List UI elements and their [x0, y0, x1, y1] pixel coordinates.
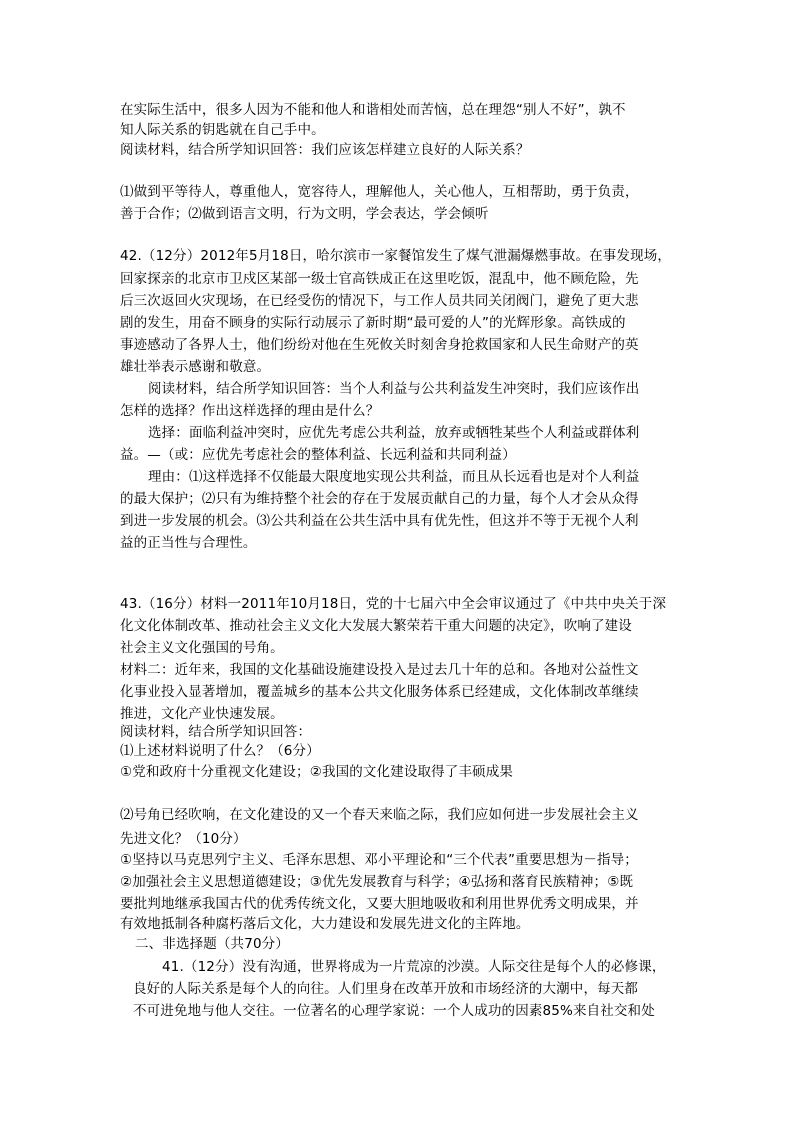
sub-question-2: ⑵号角已经吹响，在文化建设的又一个春天来临之际，我们应如何进一步发展社会主义: [120, 807, 639, 823]
text-line: 剧的发生，用奋不顾身的实际行动展示了新时期“最可爱的人”的光辉形象。高铁成的: [120, 315, 626, 331]
prompt-line: 阅读材料，结合所学知识回答：: [120, 724, 312, 740]
text-line: 雄壮举表示感谢和敬意。: [120, 359, 271, 375]
answer-line: 选择：面临利益冲突时，应优先考虑公共利益，放弃或牺牲某些个人利益或群体利: [148, 425, 640, 441]
sub-question-2: 先进文化？（10分）: [120, 831, 247, 847]
text-line: 化文化体制改革、推动社会主义文化大发展大繁荣若干重大问题的决定》，吹响了建设: [120, 618, 632, 634]
text-line: 社会主义文化强国的号角。: [120, 640, 284, 656]
text-line: 不可进免地与他人交往。一位著名的心理学家说：一个人成功的因素85%来自社交和处: [133, 1003, 655, 1019]
answer-line: ⑴做到平等待人，尊重他人，宽容待人，理解他人，关心他人，互相帮助，勇于负责，: [120, 184, 639, 200]
answer-line: ①党和政府十分重视文化建设；②我国的文化建设取得了丰硕成果: [120, 764, 514, 780]
answer-line: 善于合作；⑵做到语言文明，行为文明，学会表达，学会倾听: [120, 206, 489, 222]
answer-line: 要批判地继承我国古代的优秀传统文化，又要大胆地吸收和利用世界优秀文明成果，并: [120, 896, 639, 912]
text-line: 良好的人际关系是每个人的向往。人们里身在改革开放和市场经济的大潮中，每天都: [133, 981, 639, 997]
text-line: 后三次返回火灾现场，在已经受伤的情况下，与工作人员共同关闭阀门，避免了更大悲: [120, 293, 639, 309]
text-line: 事迹感动了各界人士，他们纷纷对他在生死攸关时刻舍身抢救国家和人民生命财产的英: [120, 337, 639, 353]
text-line: 材料二：近年来，我国的文化基础设施建设投入是过去几十年的总和。各地对公益性文: [120, 662, 639, 678]
sub-question-1: ⑴上述材料说明了什么？（6分）: [120, 743, 320, 759]
text-line: 推进，文化产业快速发展。: [120, 706, 284, 722]
section-heading: 二、非选择题（共70分）: [135, 936, 289, 952]
text-line: 化事业投入显著增加，覆盖城乡的基本公共文化服务体系已经建成，文化体制改革继续: [120, 684, 639, 700]
question-41-title: 41.（12分）没有沟通，世界将成为一片荒凉的沙漠。人际交往是每个人的必修课，: [162, 959, 666, 975]
text-line: 知人际关系的钥匙就在自己手中。: [120, 122, 325, 138]
question-43-title: 43.（16分）材料一2011年10月18日，党的十七届六中全会审议通过了《中共中央关于深: [120, 596, 667, 612]
answer-line: 益。—（或：应优先考虑社会的整体利益、长远利益和共同利益）: [120, 447, 516, 463]
text-line: 阅读材料，结合所学知识回答：我们应该怎样建立良好的人际关系？: [120, 142, 530, 158]
answer-line: ②加强社会主义思想道德建设；③优先发展教育与科学；④弘扬和落育民族精神；⑤既: [120, 874, 634, 890]
answer-line: 理由：⑴这样选择不仅能最大限度地实现公共利益，而且从长远看也是对个人利益: [148, 469, 640, 485]
text-line: 在实际生活中，很多人因为不能和他人和谐相处而苦恼，总在理怨“别人不好”，孰不: [120, 102, 626, 118]
text-line: 回家探亲的北京市卫戍区某部一级士官高铁成正在这里吃饭，混乱中，他不顾危险，先: [120, 271, 639, 287]
answer-line: 益的正当性与合理性。: [120, 535, 257, 551]
answer-line: ①坚持以马克思列宁主义、毛泽东思想、邓小平理论和“三个代表”重要思想为－指导；: [120, 852, 638, 868]
answer-line: 的最大保护；⑵只有为维持整个社会的存在于发展贡献自己的力量，每个人才会从众得: [120, 491, 639, 507]
prompt-line: 阅读材料，结合所学知识回答：当个人利益与公共利益发生冲突时，我们应该作出: [148, 381, 640, 397]
answer-line: 有效地抵制各种腐朽落后文化，大力建设和发展先进文化的主阵地。: [120, 916, 530, 932]
question-42-title: 42.（12分）2012年5月18日，哈尔滨市一家餐馆发生了煤气泄漏爆燃事故。在事发现场，: [120, 248, 672, 264]
prompt-line: 怎样的选择？作出这样选择的理由是什么？: [120, 403, 380, 419]
answer-line: 到进一步发展的机会。⑶公共利益在公共生活中具有优先性，但这并不等于无视个人利: [120, 513, 639, 529]
